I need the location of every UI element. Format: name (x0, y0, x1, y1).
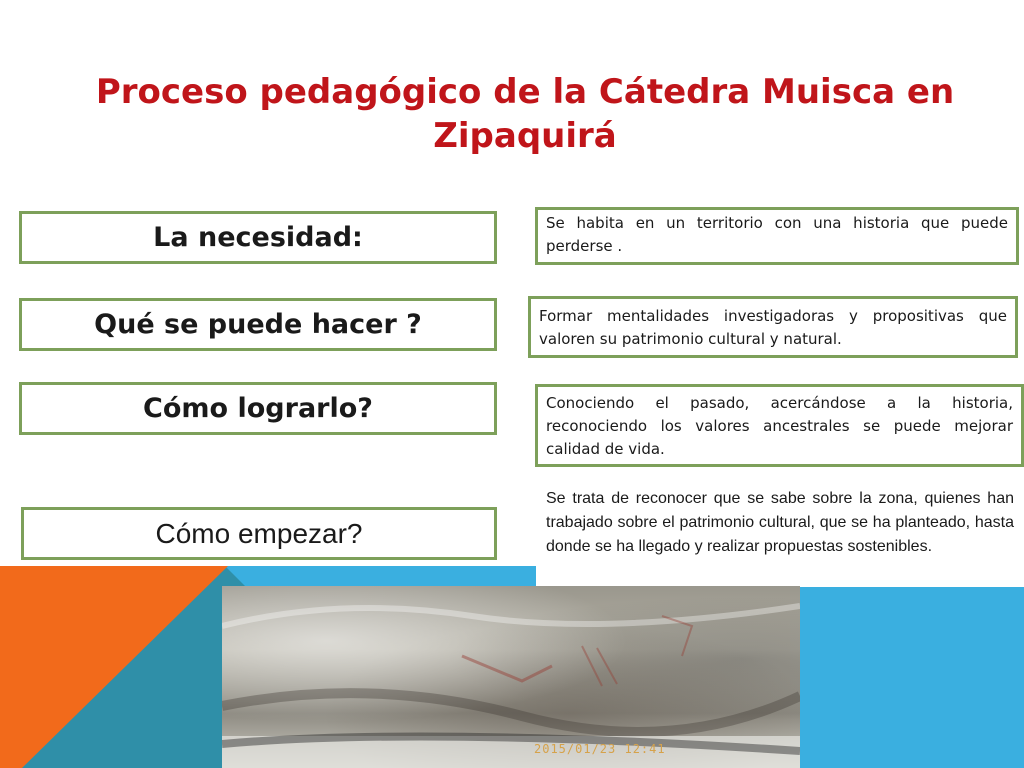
answer-box-que-hacer (528, 296, 1018, 358)
answer-text: Se habita en un territorio con una historia que puede perderse . (546, 214, 1008, 255)
question-box-necesidad (19, 211, 497, 264)
question-label: Qué se puede hacer ? (94, 309, 422, 340)
slide-title: Proceso pedagógico de la Cátedra Muisca en Zipaquirá (95, 72, 955, 156)
question-label: La necesidad: (153, 222, 363, 253)
rock-texture (222, 586, 800, 768)
rock-art-photo (222, 586, 800, 768)
answer-box-como-lograrlo (535, 384, 1024, 467)
answer-box-como-empezar (536, 483, 1024, 587)
answer-text: Formar mentalidades investigadoras y propositivas que valoren su patrimonio cultural y natural. (539, 307, 1007, 348)
answer-text: Se trata de reconocer que se sabe sobre la zona, quienes han trabajado sobre el patrimonio cultural, que se ha planteado, hasta donde se ha llegado y realizar propuestas sostenibles. (546, 490, 1014, 555)
question-label: Cómo lograrlo? (143, 393, 373, 424)
question-label: Cómo empezar? (155, 517, 363, 549)
answer-text: Conociendo el pasado, acercándose a la historia, reconociendo los valores ancestrales se puede mejorar calidad de vida. (546, 394, 1013, 458)
answer-box-necesidad (535, 207, 1019, 265)
question-box-que-hacer (19, 298, 497, 351)
question-box-como-empezar (21, 507, 497, 560)
question-box-como-lograrlo (19, 382, 497, 435)
photo-timestamp: 2015/01/23 12:41 (534, 742, 666, 756)
